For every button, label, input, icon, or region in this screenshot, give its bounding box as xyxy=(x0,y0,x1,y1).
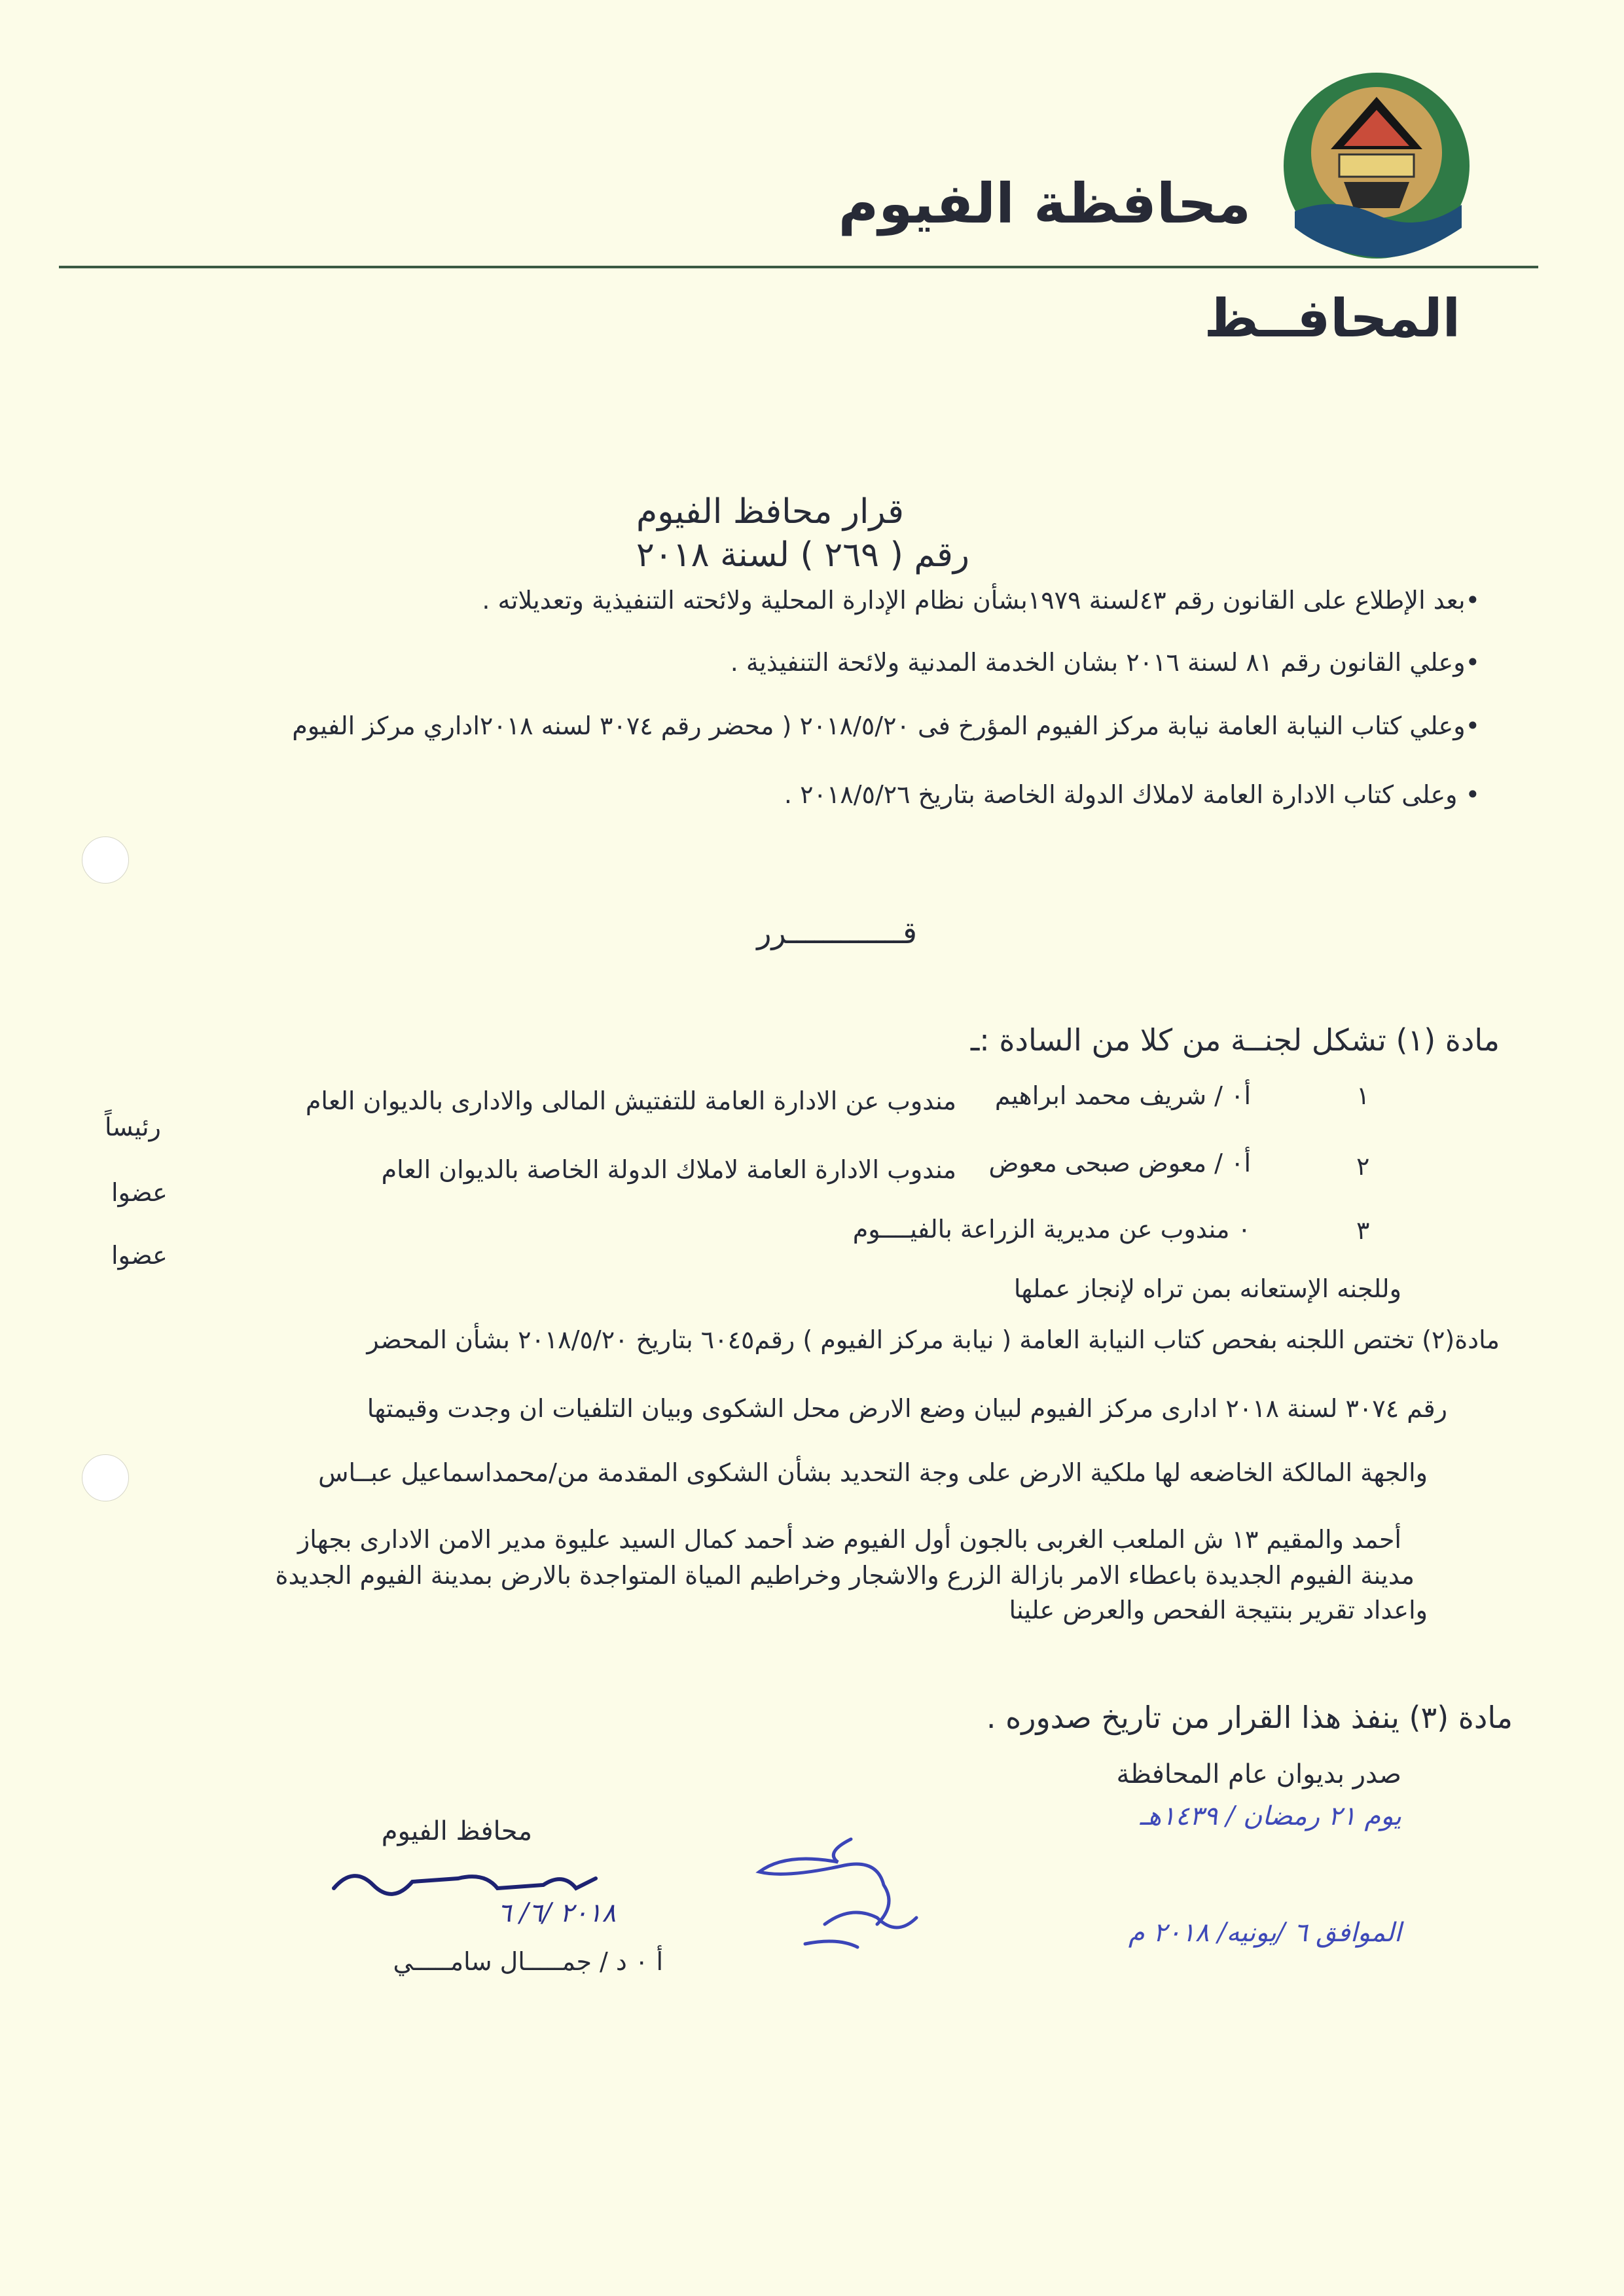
signatory-title: محافظ الفيوم xyxy=(381,1816,532,1846)
preamble-line-4: • وعلى كتاب الادارة العامة لاملاك الدولة الخاصة بتاريخ ٢٠١٨/٥/٢٦ . xyxy=(784,780,1480,809)
hijri-date: يوم ٢١ رمضان / ١٤٣٩هـ xyxy=(1140,1801,1401,1831)
governorate-name: محافظة الفيوم xyxy=(838,171,1251,236)
member-1-representing: مندوب عن الادارة العامة للتفتيش المالى والادارى بالديوان العام xyxy=(305,1086,956,1115)
secretary-signature xyxy=(746,1826,956,1957)
article-1-heading: مادة (١) تشكل لجنــة من كلا من السادة :ـ xyxy=(970,1022,1500,1058)
member-3-number: ٣ xyxy=(1356,1216,1370,1245)
decision-number: رقم ( ٢٦٩ ) لسنة ٢٠١٨ xyxy=(636,535,969,575)
article-2-line-3: والجهة المالكة الخاضعه لها ملكية الارض على وجة التحديد بشأن الشكوى المقدمة من/محمداسماعيل عبــاس xyxy=(318,1458,1428,1487)
article-2-line-2: رقم ٣٠٧٤ لسنة ٢٠١٨ ادارى مركز الفيوم لبيان وضع الارض محل الشكوى وبيان التلفيات ان وجدت وقيمتها xyxy=(367,1394,1447,1423)
member-3-role: عضوا xyxy=(111,1241,168,1270)
committee-assistance-clause: وللجنه الإستعانه بمن تراه لإنجاز عملها xyxy=(1013,1274,1401,1303)
member-2-name: أ٠ / معوض صبحى معوض xyxy=(988,1149,1251,1177)
preamble-line-1: •بعد الإطلاع على القانون رقم ٤٣لسنة ١٩٧٩بشأن نظام الإدارة المحلية ولائحته التنفيذية وتعديلاته . xyxy=(482,586,1480,615)
signatory-name: أ ٠ د / جمـــــال سامـــــي xyxy=(393,1947,663,1976)
member-2-number: ٢ xyxy=(1356,1152,1370,1181)
article-3: مادة (٣) ينفذ هذا القرار من تاريخ صدوره . xyxy=(986,1700,1513,1735)
punch-hole xyxy=(82,836,129,884)
article-2-line-5: مدينة الفيوم الجديدة باعطاء الامر بازالة الزرع والاشجار وخراطيم المياة المتواجدة بالارض بمدينة الفيوم الجديدة xyxy=(275,1561,1415,1590)
member-2-role: عضوا xyxy=(111,1178,168,1207)
decided-heading: قـــــــــــــرر xyxy=(757,915,917,950)
member-1-role: رئيساً xyxy=(105,1113,161,1141)
member-2-representing: مندوب الادارة العامة لاملاك الدولة الخاصة بالديوان العام xyxy=(381,1155,956,1184)
article-2-line-4: أحمد والمقيم ١٣ ش الملعب الغربى بالجون أول الفيوم ضد أحمد كمال السيد عليوة مدير الامن الادارى بجهاز xyxy=(297,1525,1401,1554)
punch-hole xyxy=(82,1454,129,1501)
fayoum-governorate-logo xyxy=(1282,71,1471,260)
issued-at: صدر بديوان عام المحافظة xyxy=(1116,1759,1401,1789)
office-title: المحافــظ xyxy=(1204,288,1460,349)
article-2-line-1: مادة(٢) تختص اللجنه بفحص كتاب النيابة العامة ( نيابة مركز الفيوم ) رقم٦٠٤٥ بتاريخ ٢٠١٨/٥/٢٠ بشأن المحضر xyxy=(367,1325,1500,1354)
signature-date: ٢٠١٨ /٦/ ٦ xyxy=(497,1898,616,1928)
governor-signature xyxy=(327,1859,602,1905)
decision-title: قرار محافظ الفيوم xyxy=(636,492,904,531)
member-3-name: ٠ مندوب عن مديرية الزراعة بالفيــــوم xyxy=(852,1215,1251,1244)
gregorian-date: الموافق ٦ /يونيه/ ٢٠١٨ م xyxy=(1128,1918,1401,1948)
member-1-number: ١ xyxy=(1356,1081,1370,1110)
preamble-line-3: •وعلي كتاب النيابة العامة نيابة مركز الفيوم المؤرخ فى ٢٠١٨/٥/٢٠ ( محضر رقم ٣٠٧٤ لسنه ٢٠١٨اداري مركز الفيوم xyxy=(292,711,1480,740)
article-2-line-6: واعداد تقرير بنتيجة الفحص والعرض علينا xyxy=(1009,1596,1428,1624)
preamble-line-2: •وعلي القانون رقم ٨١ لسنة ٢٠١٦ بشان الخدمة المدنية ولائحة التنفيذية . xyxy=(730,648,1480,677)
header-divider xyxy=(59,266,1538,268)
member-1-name: أ٠ / شريف محمد ابراهيم xyxy=(994,1081,1251,1110)
